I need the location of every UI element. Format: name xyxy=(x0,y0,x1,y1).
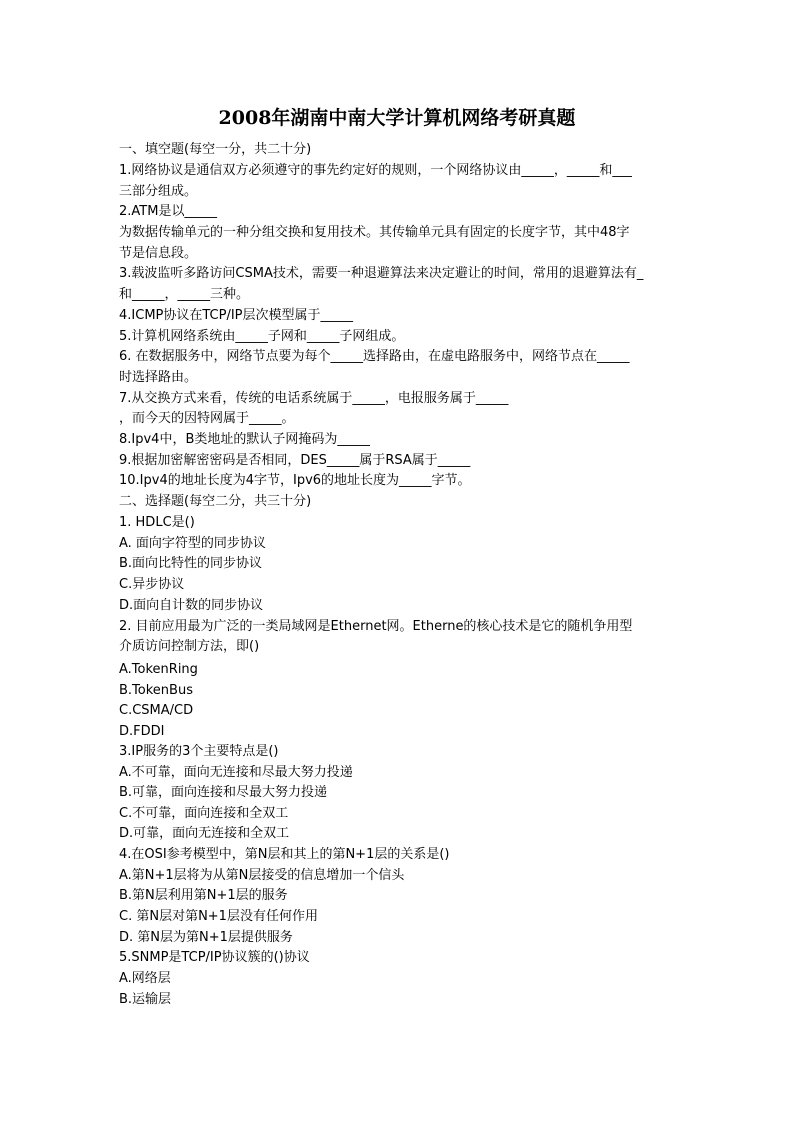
text-line: 3.载波监听多路访问CSMA技术，需要一种退避算法来决定避让的时间，常用的退避算法有_ xyxy=(119,266,644,281)
text-line: 5.计算机网络系统由_____子网和_____子网组成。 xyxy=(119,329,405,344)
text-line: C. 第N层对第N+1层没有任何作用 xyxy=(119,909,318,924)
text-line: 时选择路由。 xyxy=(119,370,198,385)
text-line: D.FDDI xyxy=(119,724,165,739)
text-line: 一、填空题(每空一分，共二十分) xyxy=(119,142,312,157)
text-line: C.CSMA/CD xyxy=(119,703,194,718)
text-line: 9.根据加密解密密码是否相同，DES_____属于RSA属于_____ xyxy=(119,453,471,468)
text-line: 7.从交换方式来看，传统的电话系统属于_____，电报服务属于_____ xyxy=(119,391,509,406)
text-line: B.面向比特性的同步协议 xyxy=(119,556,263,571)
text-line: 6. 在数据服务中，网络节点要为每个_____选择路由，在虚电路服务中，网络节点在_____ xyxy=(119,349,630,364)
text-line: 5.SNMP是TCP/IP协议簇的()协议 xyxy=(119,950,310,965)
text-line: 2.ATM是以_____ xyxy=(119,204,217,219)
text-line: D.可靠，面向无连接和全双工 xyxy=(119,826,290,841)
text-line: 三部分组成。 xyxy=(119,184,198,199)
text-line: 10.Ipv4的地址长度为4字节，Ipv6的地址长度为_____字节。 xyxy=(119,473,471,488)
text-line: 8.Ipv4中，B类地址的默认子网掩码为_____ xyxy=(119,432,370,447)
text-line: B.可靠，面向连接和尽最大努力投递 xyxy=(119,785,328,800)
text-line: C.不可靠，面向连接和全双工 xyxy=(119,806,289,821)
document-title: 2008年湖南中南大学计算机网络考研真题 xyxy=(218,107,576,129)
text-line: B.运输层 xyxy=(119,992,172,1007)
text-line: 介质访问控制方法，即() xyxy=(119,639,260,654)
text-line: 和_____，_____三种。 xyxy=(119,287,250,302)
text-line: 2. 目前应用最为广泛的一类局域网是Ethernet网。Etherne的核心技术是它的随机争用型 xyxy=(119,619,633,634)
text-line: 二、选择题(每空二分，共三十分) xyxy=(119,494,312,509)
text-line: 1.网络协议是通信双方必须遵守的事先约定好的规则，一个网络协议由_____，_____和___ xyxy=(119,163,632,178)
text-line: B.第N层利用第N+1层的服务 xyxy=(119,888,288,903)
text-line: D. 第N层为第N+1层提供服务 xyxy=(119,930,293,945)
text-line: A. 面向字符型的同步协议 xyxy=(119,536,266,551)
text-line: 4.ICMP协议在TCP/IP层次模型属于_____ xyxy=(119,308,354,323)
text-line: A.网络层 xyxy=(119,971,171,986)
text-line: A.第N+1层将为从第N层接受的信息增加一个信头 xyxy=(119,868,405,883)
text-line: D.面向自计数的同步协议 xyxy=(119,598,264,613)
text-line: A.不可靠，面向无连接和尽最大努力投递 xyxy=(119,765,353,780)
text-line: 为数据传输单元的一种分组交换和复用技术。其传输单元具有固定的长度字节，其中48字 xyxy=(119,225,630,240)
text-line: 3.IP服务的3个主要特点是() xyxy=(119,744,279,759)
text-line: B.TokenBus xyxy=(119,683,193,698)
text-line: 1. HDLC是() xyxy=(119,515,195,530)
text-line: ，而今天的因特网属于_____。 xyxy=(119,411,295,426)
text-line: 4.在OSI参考模型中，第N层和其上的第N+1层的关系是() xyxy=(119,847,450,862)
text-line: 节是信息段。 xyxy=(119,246,198,261)
text-line: A.TokenRing xyxy=(119,662,198,677)
text-line: C.异步协议 xyxy=(119,577,185,592)
